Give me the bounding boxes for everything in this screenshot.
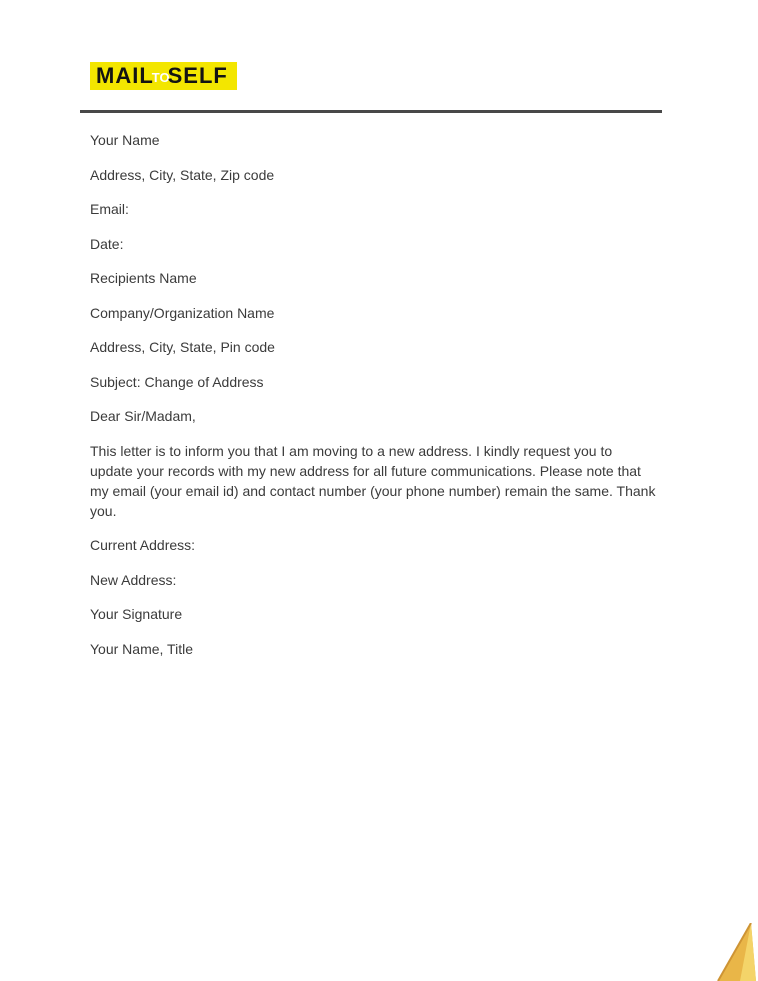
sender-address-line: Address, City, State, Zip code: [90, 166, 275, 183]
salutation-line: Dear Sir/Madam,: [90, 408, 196, 424]
header-divider: [80, 110, 662, 113]
recipient-name-line: Recipients Name: [90, 270, 197, 286]
mailtoself-logo: [90, 62, 237, 90]
sender-date-line: Date:: [90, 235, 124, 252]
subject-line: Subject: Change of Address: [90, 373, 264, 390]
current-address-line: Current Address:: [90, 537, 196, 553]
signature-line: Your Signature: [90, 606, 183, 622]
company-name-line: Company/Organization Name: [90, 304, 275, 321]
corner-decoration: [710, 923, 758, 981]
sender-email-line: Email:: [90, 201, 129, 217]
logo-word-mail: MAIL: [96, 63, 154, 88]
name-title-line: Your Name, Title: [90, 640, 193, 657]
logo-word-to: TO: [151, 69, 170, 85]
letter-body: [90, 130, 656, 673]
logo-word-self: SELF: [167, 63, 228, 88]
sender-name-line: Your Name: [90, 132, 160, 148]
new-address-line: New Address:: [90, 571, 177, 588]
body-paragraph: This letter is to inform you that I am moving to a new address. I kindly request you to update your records with my new address for all future communications. Please note that my email (your email id) and contact number (your phone number) remain the same. Thank you.: [90, 442, 656, 519]
recipient-address-line: Address, City, State, Pin code: [90, 339, 275, 355]
